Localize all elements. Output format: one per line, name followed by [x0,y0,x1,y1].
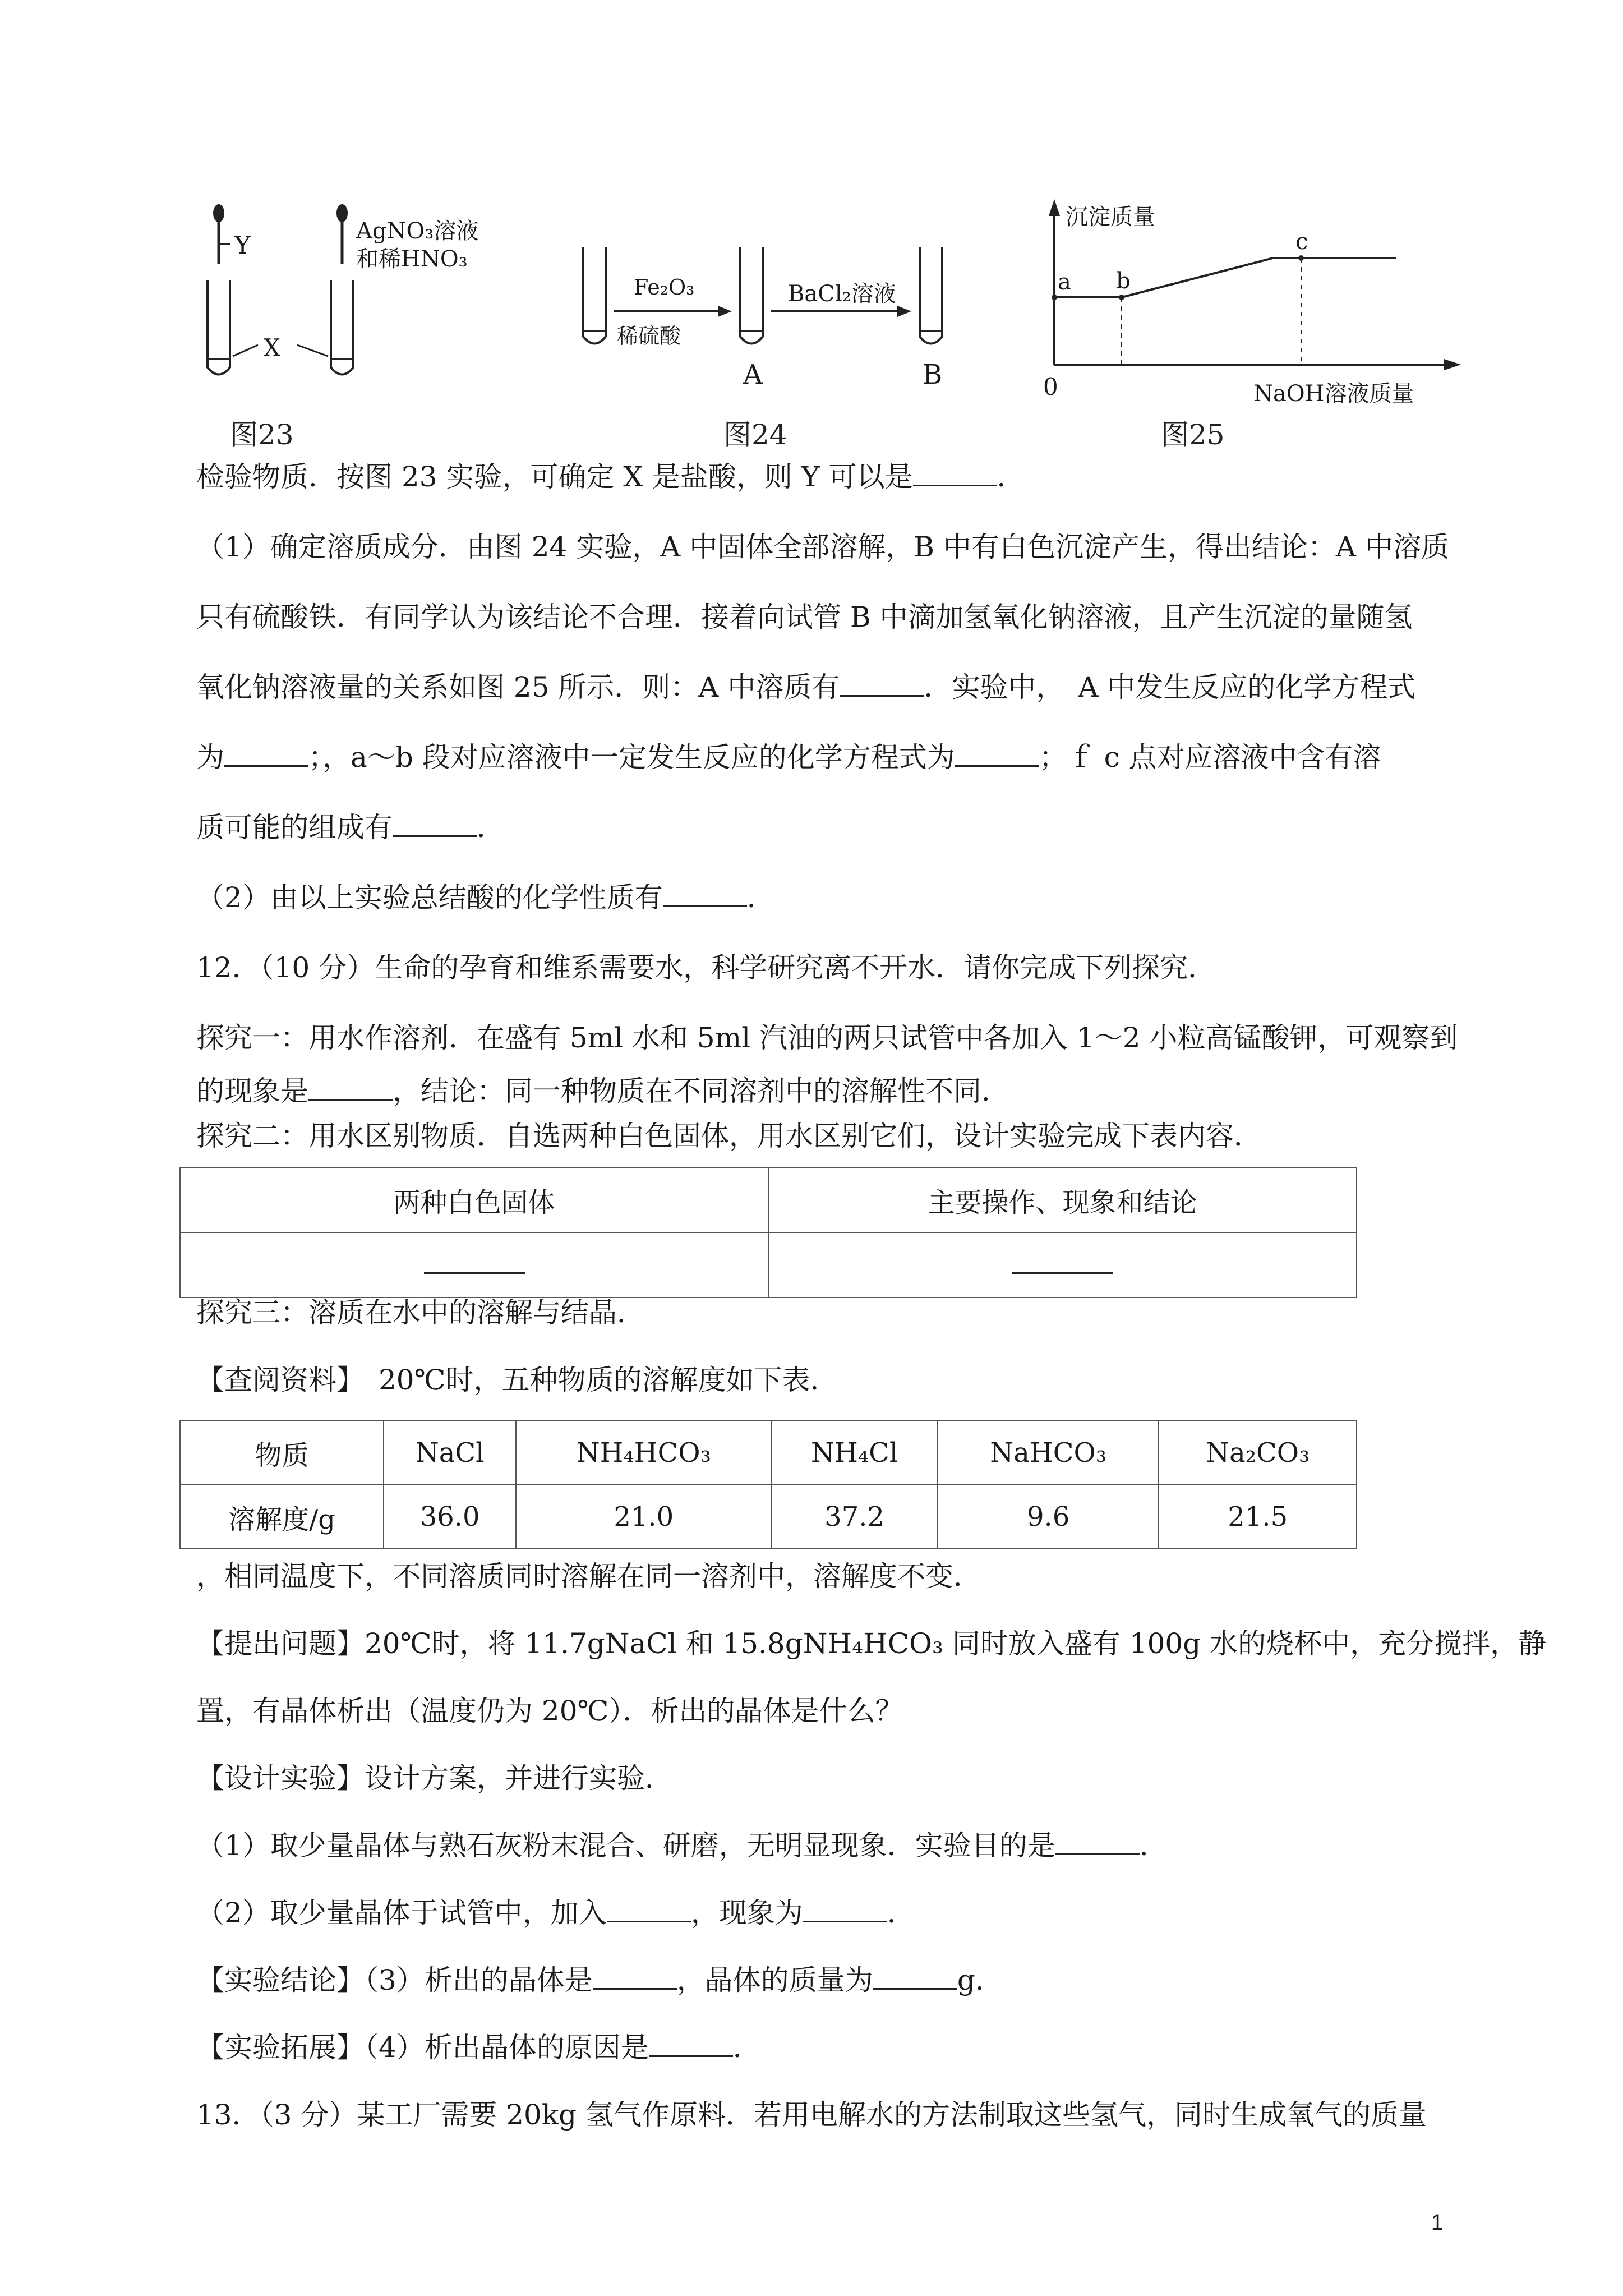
answer-blank [607,1896,691,1922]
text-line-21 [196,2031,1441,2064]
answer-blank [873,1963,957,1990]
answer-blank [593,1963,677,1990]
text-l10b: ，结论：同一种物质在不同溶剂中的溶解性不同． [393,1075,1009,1107]
answer-blank [803,1896,887,1922]
text-l19c: ． [887,1897,915,1929]
table-cell: NaHCO₃ [938,1421,1159,1485]
fig25-point-c: c [1295,229,1308,255]
text-line-12: 探究三：溶质在水中的溶解与结晶． [196,1296,645,1329]
text-l5a: 为 [196,741,224,774]
text-l20a: 【实验结论】（3）析出的晶体是 [196,1964,593,1996]
table-cell: NH₄HCO₃ [516,1421,771,1485]
table-white-solids [179,1167,1357,1298]
text-l18b: ． [1139,1829,1168,1862]
fig23-label-reagent-2: 和稀HNO₃ [356,246,468,272]
table-cell: 物质 [180,1421,384,1485]
text-l21b: ． [732,2031,761,2064]
text-line-19 [196,1896,1441,1930]
text-l10a: 的现象是 [196,1075,308,1107]
table-cell: 21.5 [1159,1485,1357,1549]
fig25-y-axis-label: 沉淀质量 [1066,204,1155,230]
text-line-6 [196,811,1441,844]
answer-blank [663,881,747,907]
text-l20b: ，晶体的质量为 [676,1964,873,1996]
answer-blank [424,1267,525,1274]
figure-23 [185,196,533,409]
fig25-point-b: b [1116,268,1131,294]
text-line-18 [196,1829,1441,1862]
text-l6b: ． [477,811,505,844]
fig25-point-a: a [1058,269,1071,295]
text-l4a: 氧化钠溶液量的关系如图 25 所示．则：A 中溶质有 [196,671,840,703]
answer-blank [840,670,924,697]
text-l19a: （2）取少量晶体于试管中，加入 [196,1897,607,1929]
text-line-15: 【提出问题】20℃时，将 11.7gNaCl 和 15.8gNH₄HCO₃ 同时放入盛有 100g 水的烧杯中，充分搅拌，静 [196,1627,1547,1660]
text-l19b: ，现象为 [690,1897,803,1929]
table-cell: Na₂CO₃ [1159,1421,1357,1485]
figure-25 [1032,196,1458,409]
text-line-5 [196,740,1441,774]
fig23-caption: 图23 [230,418,294,451]
table-cell: NaCl [384,1421,516,1485]
text-line-3: 只有硫酸铁．有同学认为该结论不合理．接着向试管 B 中滴加氢氧化钠溶液，且产生沉淀的量随氢 [196,601,1413,633]
text-line-13: 【查阅资料】 20℃时，五种物质的溶解度如下表． [196,1364,838,1396]
text-line-1 [196,460,1441,494]
table-cell: 9.6 [938,1485,1159,1549]
table-row [180,1485,1357,1549]
text-l1a: 检验物质．按图 23 实验，可确定 X 是盐酸，则 Y 可以是 [196,461,913,493]
fig25-x-axis-label: NaOH溶液质量 [1253,381,1414,407]
table-cell: 37.2 [771,1485,938,1549]
fig24-tube1-label: 稀硫酸 [617,324,681,348]
text-line-9: 探究一：用水作溶剂．在盛有 5ml 水和 5ml 汽油的两只试管中各加入 1～2 小粒高锰酸钾，可观察到 [196,1022,1458,1054]
table-answer-cell [180,1232,768,1297]
table-cell: 36.0 [384,1485,516,1549]
text-line-14: ，相同温度下，不同溶质同时溶解在同一溶剂中，溶解度不变． [196,1560,981,1593]
text-line-8: 12．（10 分）生命的孕育和维系需要水，科学研究离不开水．请你完成下列探究． [196,951,1216,984]
text-l5b: ；，a～b 段对应溶液中一定发生反应的化学方程式为 [308,741,955,774]
fig24-arrow1-label: Fe₂O₃ [634,275,695,300]
answer-blank [224,740,308,767]
text-line-22: 13．（3 分）某工厂需要 20kg 氢气作原料．若用电解水的方法制取这些氢气，同时生成氧气的质量 [196,2099,1427,2131]
text-line-11: 探究二：用水区别物质．自选两种白色固体，用水区别它们，设计实验完成下表内容． [196,1120,1262,1152]
text-l6a: 质可能的组成有 [196,811,393,844]
fig24-caption: 图24 [723,418,787,451]
text-l20c: g． [957,1964,1003,1996]
fig25-origin-label: 0 [1043,373,1058,401]
page-number: 1 [1431,2210,1444,2235]
text-l7b: ． [746,881,775,914]
answer-blank [1012,1267,1113,1274]
fig23-label-x: X [264,334,280,361]
fig23-label-reagent-1: AgNO₃溶液 [356,218,479,244]
fig25-caption: 图25 [1161,418,1225,451]
table-header-cell: 主要操作、现象和结论 [768,1167,1357,1232]
figure-24 [572,196,998,409]
table-row [180,1167,1357,1232]
table-header-cell: 两种白色固体 [180,1167,768,1232]
text-line-7 [196,881,1441,914]
answer-blank [955,740,1039,767]
text-line-4 [196,670,1441,704]
text-l5c: ；ｆ c 点对应溶液中含有溶 [1039,741,1381,774]
fig24-tube-b-label: B [923,359,943,390]
text-l18a: （1）取少量晶体与熟石灰粉末混合、研磨，无明显现象．实验目的是 [196,1829,1055,1862]
text-l7a: （2）由以上实验总结酸的化学性质有 [196,881,663,914]
text-l21a: 【实验拓展】（4）析出晶体的原因是 [196,2031,649,2064]
text-line-2: （1）确定溶质成分．由图 24 实验，A 中固体全部溶解，B 中有白色沉淀产生，得出结论：A 中溶质 [196,531,1449,563]
text-l1b: ． [997,461,1025,493]
table-answer-cell [768,1232,1357,1297]
text-line-17: 【设计实验】设计方案，并进行实验． [196,1762,673,1795]
table-cell: 21.0 [516,1485,771,1549]
answer-blank [649,2031,733,2057]
answer-blank [1055,1829,1140,1855]
text-line-10 [196,1074,1441,1108]
answer-blank [308,1074,393,1101]
table-solubility [179,1420,1357,1549]
text-line-20 [196,1963,1441,1997]
table-cell: NH₄Cl [771,1421,938,1485]
answer-blank [393,811,477,837]
fig24-tube-a-label: A [743,359,763,390]
text-l4b: ．实验中， A 中发生反应的化学方程式 [924,671,1416,703]
fig23-label-y: Y [234,231,251,260]
table-cell: 溶解度/g [180,1485,384,1549]
table-row [180,1421,1357,1485]
text-line-16: 置，有晶体析出（温度仍为 20℃）．析出的晶体是什么？ [196,1695,903,1727]
fig24-arrow2-label: BaCl₂溶液 [788,281,896,307]
table-row [180,1232,1357,1297]
answer-blank [913,460,997,486]
